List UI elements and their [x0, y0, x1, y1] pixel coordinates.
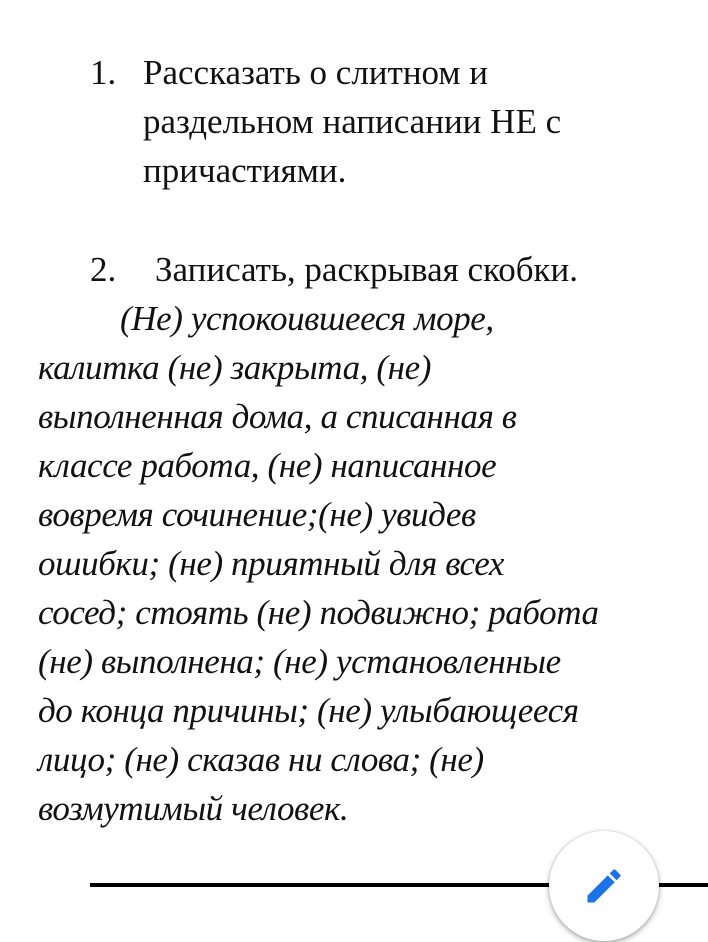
- edit-button[interactable]: [549, 831, 659, 941]
- exercise-line: калитка (не) закрыта, (не): [38, 348, 431, 387]
- task-1-line: раздельном написании НЕ с: [143, 102, 562, 141]
- exercise-line: вовремя сочинение;(не) увидев: [38, 495, 476, 534]
- exercise-line: (Не) успокоившееся море,: [120, 299, 494, 338]
- exercise-line: (не) выполнена; (не) установленные: [38, 642, 561, 681]
- exercise-line: возмутимый человек.: [38, 789, 349, 828]
- exercise-line: лицо; (не) сказав ни слова; (не): [38, 740, 484, 779]
- exercise-line: классе работа, (не) написанное: [38, 446, 497, 485]
- task-2-number: 2.: [90, 250, 117, 289]
- exercise-line: выполненная дома, а списанная в: [38, 397, 517, 436]
- pencil-icon: [582, 864, 626, 908]
- exercise-line: сосед; стоять (не) подвижно; работа: [38, 593, 599, 632]
- task-2-title: Записать, раскрывая скобки.: [155, 250, 579, 289]
- task-1-text: [143, 48, 561, 195]
- task-1-line: причастиями.: [143, 151, 347, 190]
- exercise-line: ошибки; (не) приятный для всех: [38, 544, 505, 583]
- exercise-text: [38, 294, 599, 833]
- exercise-line: до конца причины; (не) улыбающееся: [38, 691, 579, 730]
- task-1-line: Рассказать о слитном и: [143, 53, 489, 92]
- task-1-number: 1.: [90, 53, 117, 92]
